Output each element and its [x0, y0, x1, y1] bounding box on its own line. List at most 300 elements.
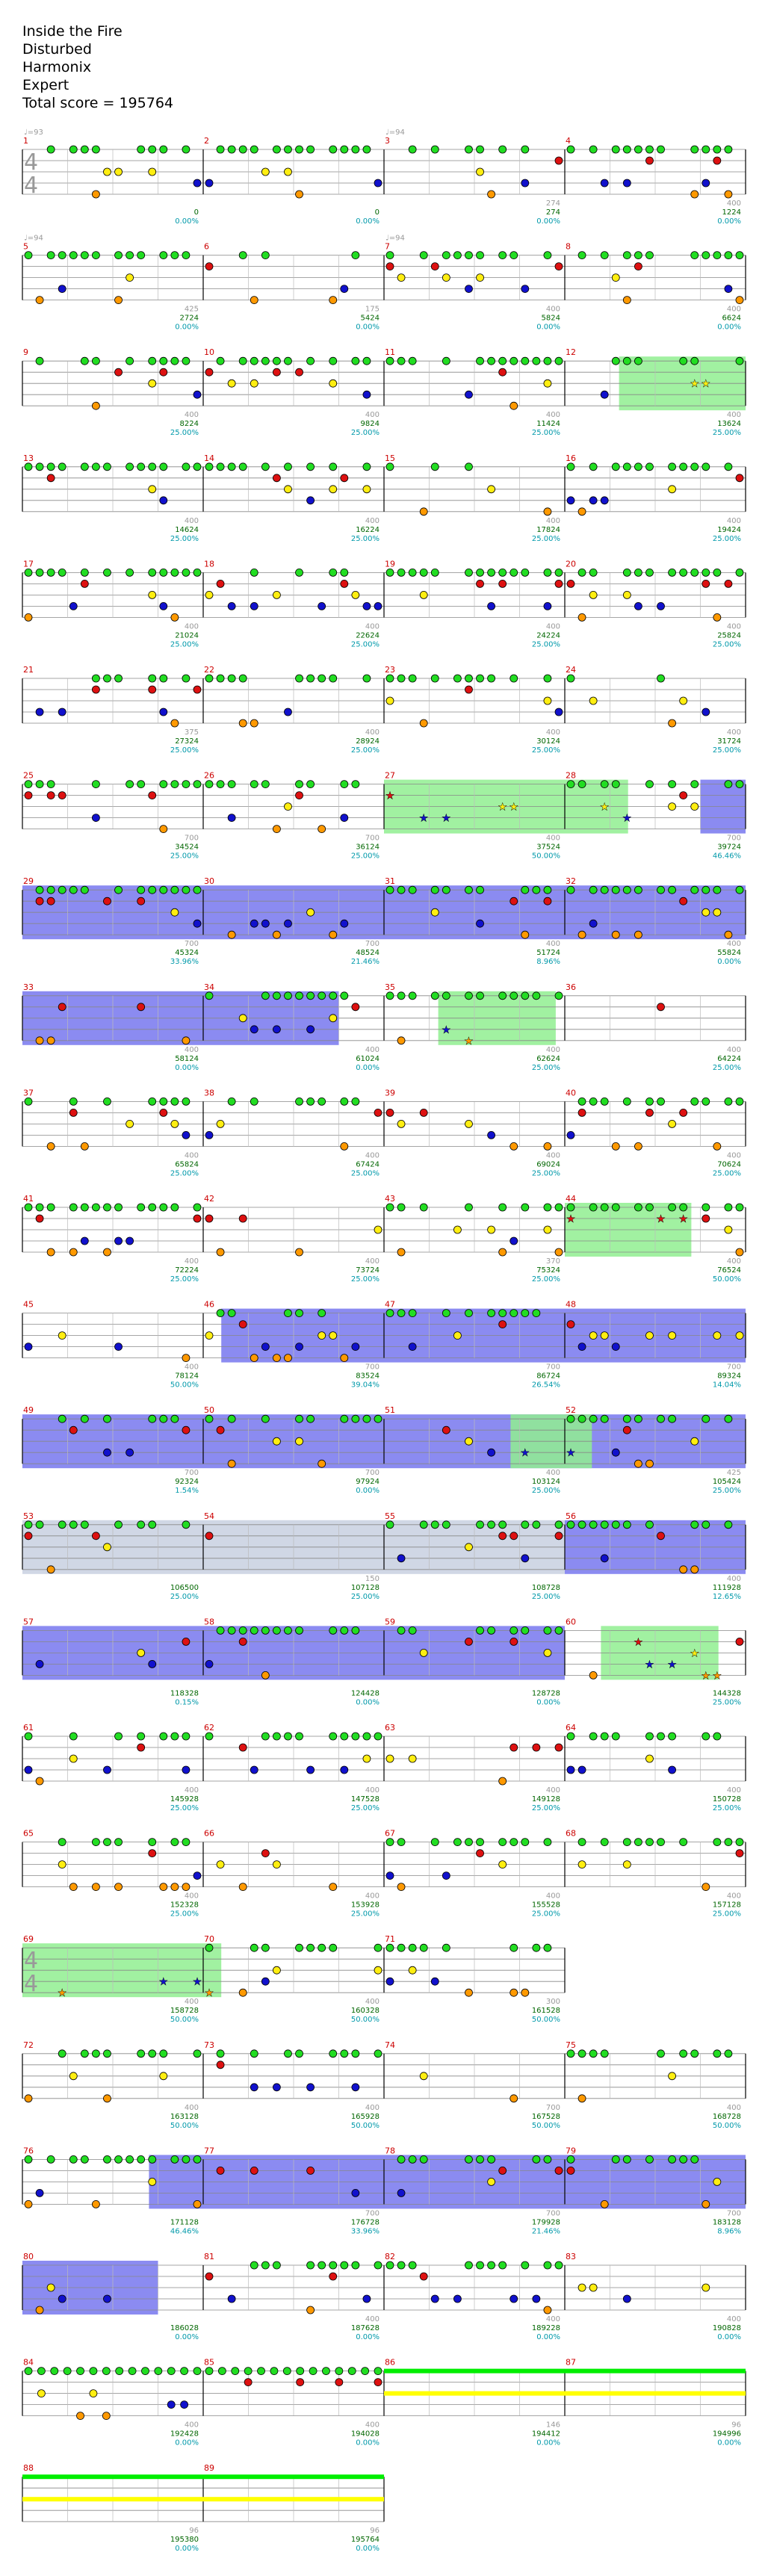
note-blue — [193, 179, 201, 187]
note-green — [171, 781, 179, 788]
note-blue — [250, 920, 258, 927]
note-blue — [261, 920, 269, 927]
note-yellow — [171, 1120, 179, 1127]
note-green — [25, 781, 32, 788]
measure-number: 89 — [204, 2463, 214, 2474]
note-green — [521, 1310, 529, 1317]
note-orange — [25, 613, 32, 621]
measure-score: 83524 — [356, 1372, 380, 1381]
staff-row — [22, 2155, 746, 2208]
note-green — [261, 357, 269, 365]
note-green — [499, 357, 507, 365]
note-orange — [273, 931, 280, 938]
measure-score: 118328 — [170, 1689, 199, 1698]
note-green — [601, 1839, 608, 1846]
tempo-mark: ♩=94 — [24, 234, 43, 243]
note-green — [702, 146, 710, 153]
note-blue — [250, 2084, 258, 2091]
note-green — [465, 463, 472, 471]
note-green — [149, 675, 156, 682]
note-red — [160, 1109, 167, 1116]
note-blue — [36, 2189, 43, 2196]
note-red — [335, 2379, 343, 2386]
note-green — [322, 2368, 329, 2375]
measure-score: 73724 — [356, 1266, 380, 1275]
note-blue — [510, 1237, 518, 1245]
note-green — [601, 1415, 608, 1422]
note-green — [702, 569, 710, 576]
star-note: ★ — [566, 1213, 576, 1225]
note-red — [555, 157, 563, 164]
measure-sp-percent: 0.00% — [717, 323, 741, 332]
measure-score: 27324 — [175, 737, 199, 746]
note-green — [736, 886, 743, 894]
measure-score: 161528 — [531, 2007, 560, 2016]
note-orange — [47, 1037, 55, 1044]
note-red — [239, 1638, 247, 1645]
measure-beat-count: 300 — [545, 1998, 560, 2007]
measure-score: 92324 — [175, 1478, 199, 1487]
note-green — [137, 2155, 145, 2163]
note-yellow — [239, 1015, 247, 1022]
note-orange — [578, 613, 586, 621]
note-green — [250, 569, 258, 576]
note-red — [374, 1109, 382, 1116]
sustain-yellow — [384, 2391, 746, 2396]
note-orange — [171, 1883, 179, 1891]
note-green — [736, 1204, 743, 1211]
staff-row — [22, 569, 746, 621]
note-blue — [363, 391, 371, 398]
note-green — [589, 1521, 597, 1529]
note-green — [465, 2155, 472, 2163]
note-yellow — [103, 1544, 111, 1551]
note-green — [171, 886, 179, 894]
measure-beat-count: 400 — [726, 1574, 741, 1583]
note-green — [270, 2368, 278, 2375]
measure-number: 58 — [204, 1617, 214, 1627]
star-note: ★ — [678, 1213, 688, 1225]
note-green — [713, 886, 721, 894]
note-orange — [510, 402, 518, 409]
note-green — [341, 1733, 348, 1740]
measure-sp-percent: 0.00% — [356, 1698, 380, 1707]
note-green — [273, 992, 280, 1000]
note-yellow — [329, 380, 337, 387]
note-orange — [273, 1354, 280, 1362]
note-blue — [103, 2295, 111, 2303]
measure-sp-percent: 25.00% — [712, 1169, 741, 1178]
note-green — [544, 2155, 551, 2163]
note-green — [374, 1733, 382, 1740]
measure-score: 149128 — [531, 1795, 560, 1803]
note-blue — [160, 497, 167, 504]
measure-beat-count: 400 — [184, 1998, 199, 2007]
note-red — [465, 686, 472, 693]
note-green — [137, 1733, 145, 1740]
note-green — [329, 992, 337, 1000]
note-green — [92, 1839, 99, 1846]
note-green — [103, 569, 111, 576]
note-green — [69, 1521, 77, 1529]
note-green — [725, 146, 732, 153]
note-green — [250, 1626, 258, 1634]
note-green — [623, 1415, 631, 1422]
note-green — [182, 146, 190, 153]
note-blue — [521, 179, 529, 187]
measure-score: 51724 — [536, 949, 560, 958]
note-blue — [725, 285, 732, 293]
note-green — [90, 2368, 97, 2375]
star-note: ★ — [690, 1647, 700, 1660]
note-yellow — [149, 380, 156, 387]
note-blue — [363, 602, 371, 610]
measure-number: 17 — [23, 559, 34, 569]
note-red — [92, 1532, 99, 1540]
note-green — [58, 1415, 66, 1422]
note-green — [232, 2368, 239, 2375]
measure-sp-percent: 25.00% — [531, 1592, 560, 1601]
note-green — [239, 1626, 247, 1634]
measure-sp-percent: 25.00% — [712, 1487, 741, 1496]
measure-sp-percent: 50.00% — [712, 2121, 741, 2130]
measure-sp-percent: 0.00% — [175, 2545, 199, 2554]
note-green — [601, 1733, 608, 1740]
note-blue — [465, 391, 472, 398]
note-yellow — [160, 2072, 167, 2080]
note-green — [171, 1733, 179, 1740]
note-blue — [284, 708, 291, 716]
note-orange — [612, 1142, 619, 1150]
note-orange — [318, 826, 326, 833]
note-orange — [725, 931, 732, 938]
measure-number: 57 — [23, 1617, 34, 1627]
measure-beat-count: 425 — [726, 1469, 741, 1478]
note-green — [589, 463, 597, 471]
measure-sp-percent: 25.00% — [170, 746, 199, 755]
measure-number: 22 — [204, 665, 214, 675]
note-green — [69, 1733, 77, 1740]
note-green — [205, 2368, 213, 2375]
note-green — [181, 2368, 188, 2375]
note-blue — [250, 602, 258, 610]
staff-row — [22, 1203, 746, 1257]
note-green — [409, 569, 416, 576]
note-green — [160, 357, 167, 365]
measure-number: 79 — [566, 2146, 576, 2156]
note-green — [296, 1626, 303, 1634]
note-green — [702, 252, 710, 259]
measure-score: 153928 — [350, 1901, 380, 1910]
note-blue — [431, 2295, 439, 2303]
measure-sp-percent: 0.00% — [356, 1063, 380, 1072]
note-yellow — [205, 591, 213, 598]
note-green — [182, 252, 190, 259]
note-green — [477, 886, 484, 894]
note-red — [555, 1532, 563, 1540]
note-green — [567, 886, 574, 894]
note-red — [69, 1109, 77, 1116]
note-orange — [69, 1248, 77, 1256]
note-green — [115, 1839, 123, 1846]
note-orange — [713, 613, 721, 621]
note-yellow — [713, 2178, 721, 2185]
note-green — [623, 1097, 631, 1105]
note-green — [25, 1097, 32, 1105]
measure-score: 67424 — [356, 1160, 380, 1169]
staff-row — [22, 146, 746, 198]
note-red — [217, 2167, 224, 2174]
note-green — [521, 146, 529, 153]
note-green — [182, 1097, 190, 1105]
note-green — [499, 2261, 507, 2269]
note-blue — [702, 179, 710, 187]
note-green — [725, 1839, 732, 1846]
note-yellow — [58, 1332, 66, 1340]
sustain-yellow — [22, 2497, 384, 2501]
note-yellow — [228, 380, 235, 387]
measure-sp-percent: 0.00% — [356, 217, 380, 226]
note-green — [149, 1097, 156, 1105]
note-green — [669, 1415, 676, 1422]
note-green — [69, 252, 77, 259]
measure-number: 53 — [23, 1511, 34, 1521]
note-yellow — [296, 1437, 303, 1445]
note-green — [284, 2050, 291, 2058]
note-green — [307, 1415, 315, 1422]
note-green — [634, 252, 642, 259]
note-orange — [25, 2095, 32, 2102]
note-red — [420, 1109, 427, 1116]
note-green — [205, 1944, 213, 1951]
measure-score: 76524 — [717, 1266, 741, 1275]
measure-beat-count: 400 — [184, 1786, 199, 1795]
note-green — [510, 992, 518, 1000]
note-orange — [182, 1037, 190, 1044]
note-green — [544, 1839, 551, 1846]
measure-score: 36124 — [356, 843, 380, 852]
measure-number: 63 — [385, 1723, 395, 1733]
note-yellow — [669, 1120, 676, 1127]
note-green — [374, 1415, 382, 1422]
note-orange — [397, 1248, 405, 1256]
note-yellow — [488, 2178, 495, 2185]
star-note: ★ — [520, 1447, 530, 1460]
note-green — [420, 252, 427, 259]
note-green — [645, 569, 653, 576]
note-green — [318, 675, 326, 682]
measure-beat-count: 400 — [726, 199, 741, 208]
note-green — [645, 1839, 653, 1846]
measure-sp-percent: 25.00% — [350, 534, 380, 543]
measure-number: 59 — [385, 1617, 395, 1627]
measure-sp-percent: 25.00% — [170, 1275, 199, 1284]
measure-sp-percent: 25.00% — [712, 1804, 741, 1812]
note-red — [58, 1003, 66, 1011]
note-yellow — [623, 591, 631, 598]
note-yellow — [589, 1332, 597, 1340]
time-sig-bottom: 4 — [24, 1971, 39, 1998]
note-green — [521, 357, 529, 365]
star-note: ★ — [701, 378, 711, 391]
measure-number: 48 — [566, 1299, 576, 1310]
note-green — [47, 781, 55, 788]
measure-beat-count: 400 — [726, 1045, 741, 1054]
note-green — [296, 569, 303, 576]
note-green — [374, 1944, 382, 1951]
note-green — [477, 2155, 484, 2163]
measure-number: 10 — [204, 347, 214, 358]
note-green — [634, 569, 642, 576]
note-green — [521, 2261, 529, 2269]
note-green — [149, 1521, 156, 1529]
note-green — [363, 675, 371, 682]
note-orange — [634, 931, 642, 938]
measure-beat-count: 400 — [184, 1151, 199, 1160]
measure-sp-percent: 25.00% — [170, 1592, 199, 1601]
note-green — [488, 1521, 495, 1529]
note-red — [477, 1850, 484, 1857]
measure-score: 16224 — [356, 525, 380, 534]
note-green — [103, 1204, 111, 1211]
note-green — [341, 781, 348, 788]
measure-score: 124428 — [350, 1689, 380, 1698]
measure-beat-count: 400 — [184, 1257, 199, 1266]
note-orange — [228, 931, 235, 938]
note-orange — [81, 1142, 88, 1150]
note-green — [218, 2368, 226, 2375]
note-red — [533, 1744, 540, 1751]
measure-number: 35 — [385, 982, 395, 992]
measure-number: 66 — [204, 1828, 214, 1839]
measure-sp-percent: 50.00% — [531, 852, 560, 861]
note-blue — [601, 1555, 608, 1562]
measure-sp-percent: 0.00% — [356, 1487, 380, 1496]
note-green — [363, 1415, 371, 1422]
note-blue — [25, 1343, 32, 1351]
note-blue — [25, 1766, 32, 1774]
note-green — [612, 2155, 619, 2163]
note-green — [217, 1310, 224, 1317]
note-red — [47, 792, 55, 799]
note-orange — [589, 1671, 597, 1679]
note-green — [431, 569, 439, 576]
note-blue — [126, 1449, 134, 1456]
measure-beat-count: 400 — [545, 1151, 560, 1160]
note-green — [352, 252, 359, 259]
note-green — [149, 2155, 156, 2163]
staff-row — [22, 356, 746, 410]
note-blue — [58, 285, 66, 293]
note-green — [149, 146, 156, 153]
note-red — [499, 1532, 507, 1540]
note-green — [25, 1204, 32, 1211]
measure-score: 152328 — [170, 1901, 199, 1910]
measure-sp-percent: 0.00% — [536, 323, 560, 332]
note-blue — [352, 2189, 359, 2196]
measure-sp-percent: 50.00% — [170, 1381, 199, 1390]
measure-sp-percent: 8.96% — [717, 2227, 741, 2236]
measure-sp-percent: 0.00% — [717, 2333, 741, 2341]
note-green — [397, 1626, 405, 1634]
measure-number: 11 — [385, 347, 395, 358]
note-blue — [228, 814, 235, 822]
note-blue — [589, 920, 597, 927]
note-red — [296, 368, 303, 376]
note-yellow — [363, 1755, 371, 1762]
note-red — [736, 1850, 743, 1857]
note-green — [386, 463, 394, 471]
measure-score: 274 — [545, 208, 560, 217]
note-green — [81, 357, 88, 365]
note-yellow — [261, 168, 269, 176]
measure-score: 21024 — [175, 631, 199, 640]
measure-sp-percent: 14.04% — [712, 1381, 741, 1390]
note-green — [725, 1204, 732, 1211]
note-green — [612, 463, 619, 471]
note-green — [488, 675, 495, 682]
note-green — [352, 781, 359, 788]
measure-sp-percent: 25.00% — [531, 1910, 560, 1919]
note-red — [205, 368, 213, 376]
note-blue — [612, 1343, 619, 1351]
note-green — [645, 1733, 653, 1740]
note-green — [273, 357, 280, 365]
measure-number: 84 — [23, 2357, 34, 2368]
measure-score: 65824 — [175, 1160, 199, 1169]
measure-number: 2 — [204, 136, 209, 146]
note-green — [544, 2261, 551, 2269]
note-green — [736, 1097, 743, 1105]
staff-row — [22, 2368, 746, 2420]
measure-sp-percent: 25.00% — [350, 1804, 380, 1812]
note-orange — [578, 2095, 586, 2102]
note-green — [657, 146, 665, 153]
note-orange — [329, 297, 337, 304]
measure-number: 6 — [204, 241, 209, 252]
star-note: ★ — [690, 378, 700, 391]
measure-score: 48524 — [356, 949, 380, 958]
measure-score: 19424 — [717, 525, 741, 534]
measure-score: 167528 — [531, 2112, 560, 2121]
measure-number: 69 — [23, 1934, 34, 1945]
note-orange — [261, 1671, 269, 1679]
measure-sp-percent: 25.00% — [531, 429, 560, 438]
note-green — [92, 781, 99, 788]
note-blue — [544, 602, 551, 610]
note-yellow — [453, 1226, 461, 1233]
measure-number: 56 — [566, 1511, 576, 1521]
measure-score: 30124 — [536, 737, 560, 746]
note-green — [555, 569, 563, 576]
note-green — [409, 1944, 416, 1951]
measure-beat-count: 400 — [726, 940, 741, 949]
staff-row — [22, 1414, 746, 1468]
measure-score: 158728 — [170, 2007, 199, 2016]
note-green — [702, 886, 710, 894]
note-red — [420, 2273, 427, 2280]
note-green — [115, 1204, 123, 1211]
note-yellow — [37, 2390, 45, 2397]
note-green — [149, 1204, 156, 1211]
measure-number: 33 — [23, 982, 34, 992]
note-blue — [307, 1766, 315, 1774]
note-green — [645, 1521, 653, 1529]
note-green — [386, 1521, 394, 1529]
time-sig-bottom: 4 — [24, 173, 39, 199]
note-green — [228, 1097, 235, 1105]
measure-beat-count: 700 — [545, 2209, 560, 2218]
